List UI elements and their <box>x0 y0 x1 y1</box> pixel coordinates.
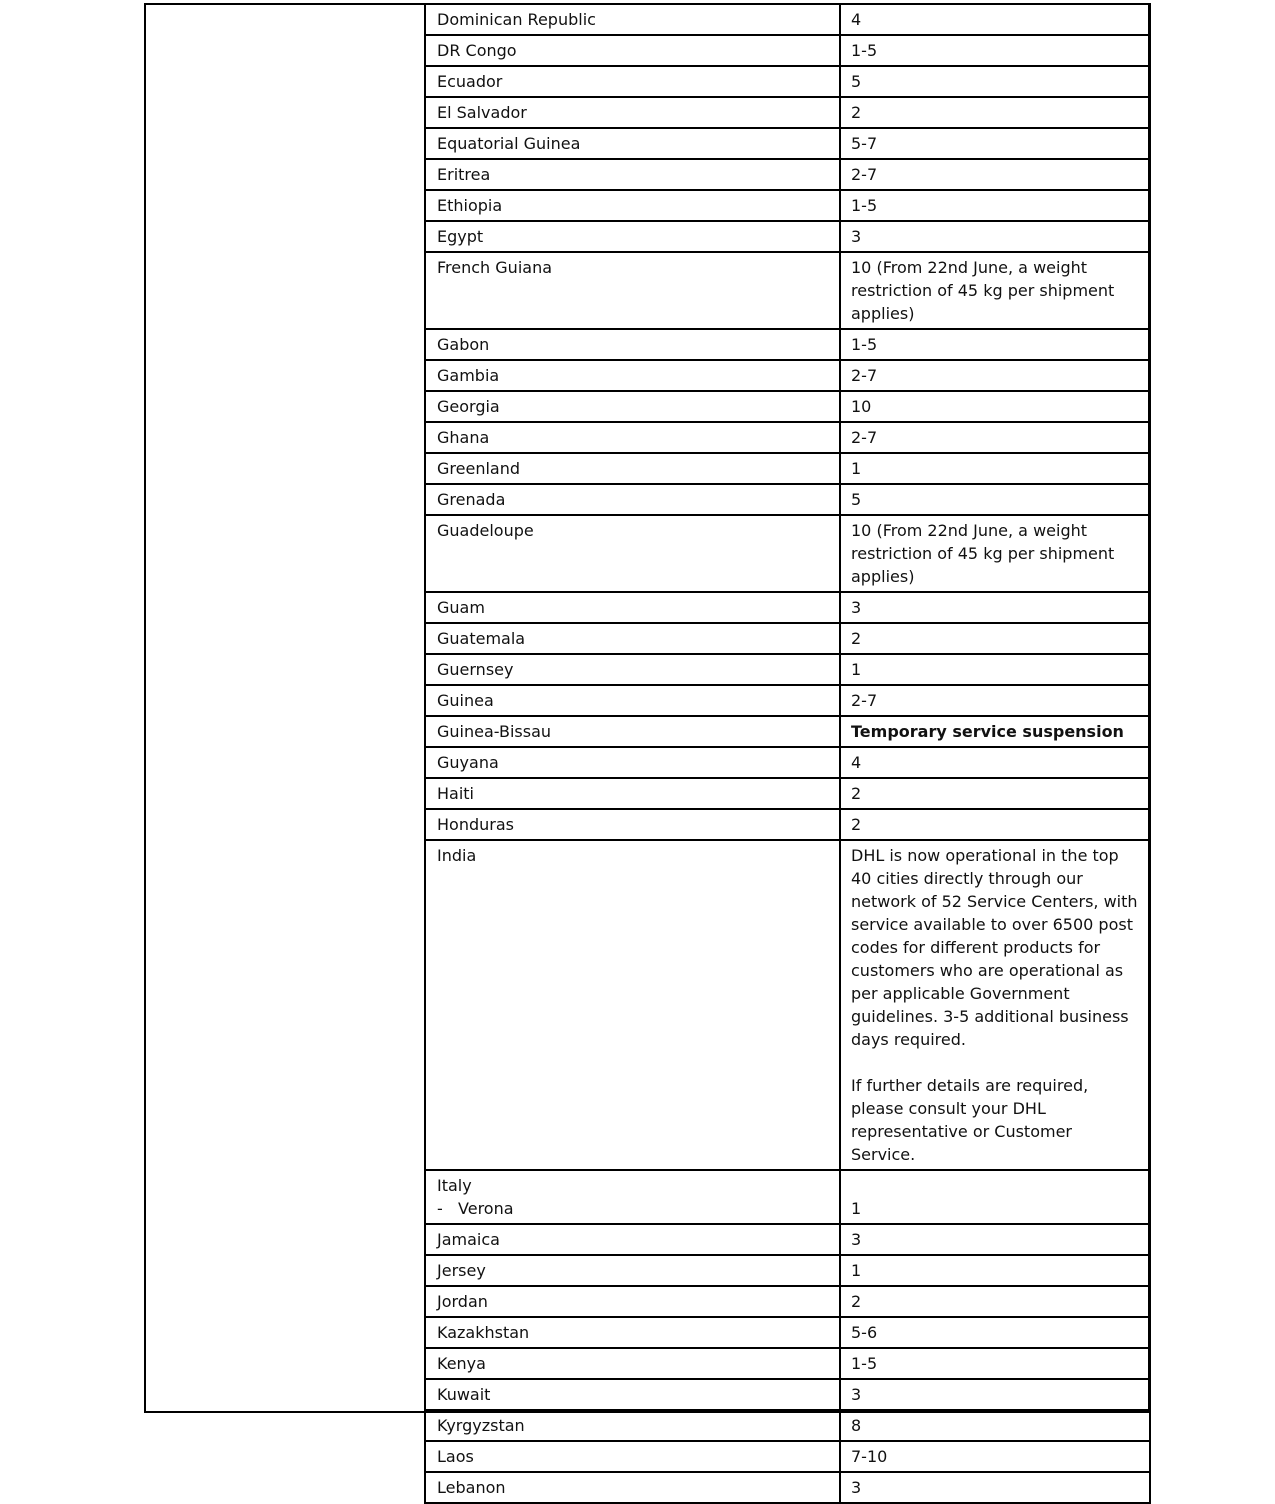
table-row <box>425 128 1150 159</box>
delay-days-cell: DHL is now operational in the top 40 cities directly through our network of 52 Service Centers, with service available to over 6500 post codes for different products for customers who are operational as per applicable Government guidelines. 3-5 additional business days required. If further details are required, please consult your DHL representative or Customer Service. <box>840 840 1150 1170</box>
table-row <box>425 778 1150 809</box>
delay-days-cell: 4 <box>840 747 1150 778</box>
table-row <box>425 329 1150 360</box>
delay-days-cell: 10 (From 22nd June, a weight restriction of 45 kg per shipment applies) <box>840 252 1150 329</box>
delay-days-cell: 4 <box>840 4 1150 35</box>
table-row <box>425 453 1150 484</box>
table-row <box>425 1472 1150 1503</box>
region-column <box>146 5 426 1411</box>
country-cell: El Salvador <box>425 97 840 128</box>
table-row <box>425 515 1150 592</box>
country-cell: Ethiopia <box>425 190 840 221</box>
table-row <box>425 623 1150 654</box>
table-row <box>425 159 1150 190</box>
country-cell: Jersey <box>425 1255 840 1286</box>
table-row <box>425 654 1150 685</box>
table-row <box>425 422 1150 453</box>
table-row <box>425 1379 1150 1410</box>
delay-days-cell: 1-5 <box>840 1348 1150 1379</box>
table-row <box>425 592 1150 623</box>
table-row <box>425 747 1150 778</box>
country-cell: Guernsey <box>425 654 840 685</box>
delay-days-cell: 1 <box>840 1170 1150 1224</box>
country-cell: Guam <box>425 592 840 623</box>
table-row <box>425 97 1150 128</box>
table-row <box>425 484 1150 515</box>
table-row <box>425 4 1150 35</box>
delay-days-cell: 2-7 <box>840 685 1150 716</box>
country-cell: Gabon <box>425 329 840 360</box>
table-row <box>425 1255 1150 1286</box>
delay-days-cell: 2 <box>840 778 1150 809</box>
delay-days-cell: 3 <box>840 1224 1150 1255</box>
delay-days-cell: 2 <box>840 623 1150 654</box>
country-cell: Ecuador <box>425 66 840 97</box>
delay-days-cell: 2-7 <box>840 360 1150 391</box>
country-cell: Ghana <box>425 422 840 453</box>
country-cell: Haiti <box>425 778 840 809</box>
country-cell: DR Congo <box>425 35 840 66</box>
table-row <box>425 1286 1150 1317</box>
table-row <box>425 391 1150 422</box>
country-cell: Italy - Verona <box>425 1170 840 1224</box>
delay-days-cell: 7-10 <box>840 1441 1150 1472</box>
country-cell: Lebanon <box>425 1472 840 1503</box>
delay-days-cell: 1 <box>840 1255 1150 1286</box>
country-cell: Guadeloupe <box>425 515 840 592</box>
delay-days-cell: Temporary service suspension <box>840 716 1150 747</box>
country-cell: Greenland <box>425 453 840 484</box>
table-row <box>425 66 1150 97</box>
delay-days-cell: 2 <box>840 97 1150 128</box>
country-cell: Jamaica <box>425 1224 840 1255</box>
delay-days-cell: 1-5 <box>840 190 1150 221</box>
table-row <box>425 360 1150 391</box>
country-cell: Egypt <box>425 221 840 252</box>
table-row <box>425 1224 1150 1255</box>
country-cell: Kazakhstan <box>425 1317 840 1348</box>
country-cell: Honduras <box>425 809 840 840</box>
delay-days-cell: 2 <box>840 809 1150 840</box>
delay-days-cell: 5-6 <box>840 1317 1150 1348</box>
table-row <box>425 1348 1150 1379</box>
delay-days-cell: 5 <box>840 66 1150 97</box>
delay-days-cell: 1 <box>840 453 1150 484</box>
country-cell: Georgia <box>425 391 840 422</box>
country-delay-table <box>424 3 1151 1504</box>
table-row <box>425 685 1150 716</box>
delay-days-cell: 3 <box>840 592 1150 623</box>
table-row <box>425 190 1150 221</box>
country-cell: Laos <box>425 1441 840 1472</box>
country-cell: Equatorial Guinea <box>425 128 840 159</box>
table-body <box>425 4 1150 1503</box>
table-row <box>425 1170 1150 1224</box>
table-row <box>425 840 1150 1170</box>
table-row <box>425 221 1150 252</box>
delay-days-cell: 2 <box>840 1286 1150 1317</box>
country-cell: French Guiana <box>425 252 840 329</box>
table-row <box>425 716 1150 747</box>
country-cell: Kuwait <box>425 1379 840 1410</box>
delay-days-cell: 8 <box>840 1410 1150 1441</box>
delay-days-cell: 10 <box>840 391 1150 422</box>
country-cell: Guatemala <box>425 623 840 654</box>
delay-days-cell: 1 <box>840 654 1150 685</box>
delay-days-cell: 10 (From 22nd June, a weight restriction of 45 kg per shipment applies) <box>840 515 1150 592</box>
delay-days-cell: 3 <box>840 1472 1150 1503</box>
country-cell: Kenya <box>425 1348 840 1379</box>
table-row <box>425 1317 1150 1348</box>
table-row <box>425 252 1150 329</box>
delay-days-cell: 3 <box>840 221 1150 252</box>
country-cell: Guinea-Bissau <box>425 716 840 747</box>
delay-days-cell: 5 <box>840 484 1150 515</box>
country-cell: Guinea <box>425 685 840 716</box>
delay-days-cell: 5-7 <box>840 128 1150 159</box>
delay-days-cell: 3 <box>840 1379 1150 1410</box>
table-row <box>425 1441 1150 1472</box>
country-cell: Guyana <box>425 747 840 778</box>
delay-days-cell: 1-5 <box>840 35 1150 66</box>
country-cell: India <box>425 840 840 1170</box>
country-cell: Gambia <box>425 360 840 391</box>
table-row <box>425 35 1150 66</box>
country-cell: Eritrea <box>425 159 840 190</box>
country-cell: Dominican Republic <box>425 4 840 35</box>
country-cell: Grenada <box>425 484 840 515</box>
table-row <box>425 809 1150 840</box>
country-cell: Jordan <box>425 1286 840 1317</box>
country-cell: Kyrgyzstan <box>425 1410 840 1441</box>
delay-days-cell: 1-5 <box>840 329 1150 360</box>
delay-days-cell: 2-7 <box>840 422 1150 453</box>
delay-days-cell: 2-7 <box>840 159 1150 190</box>
